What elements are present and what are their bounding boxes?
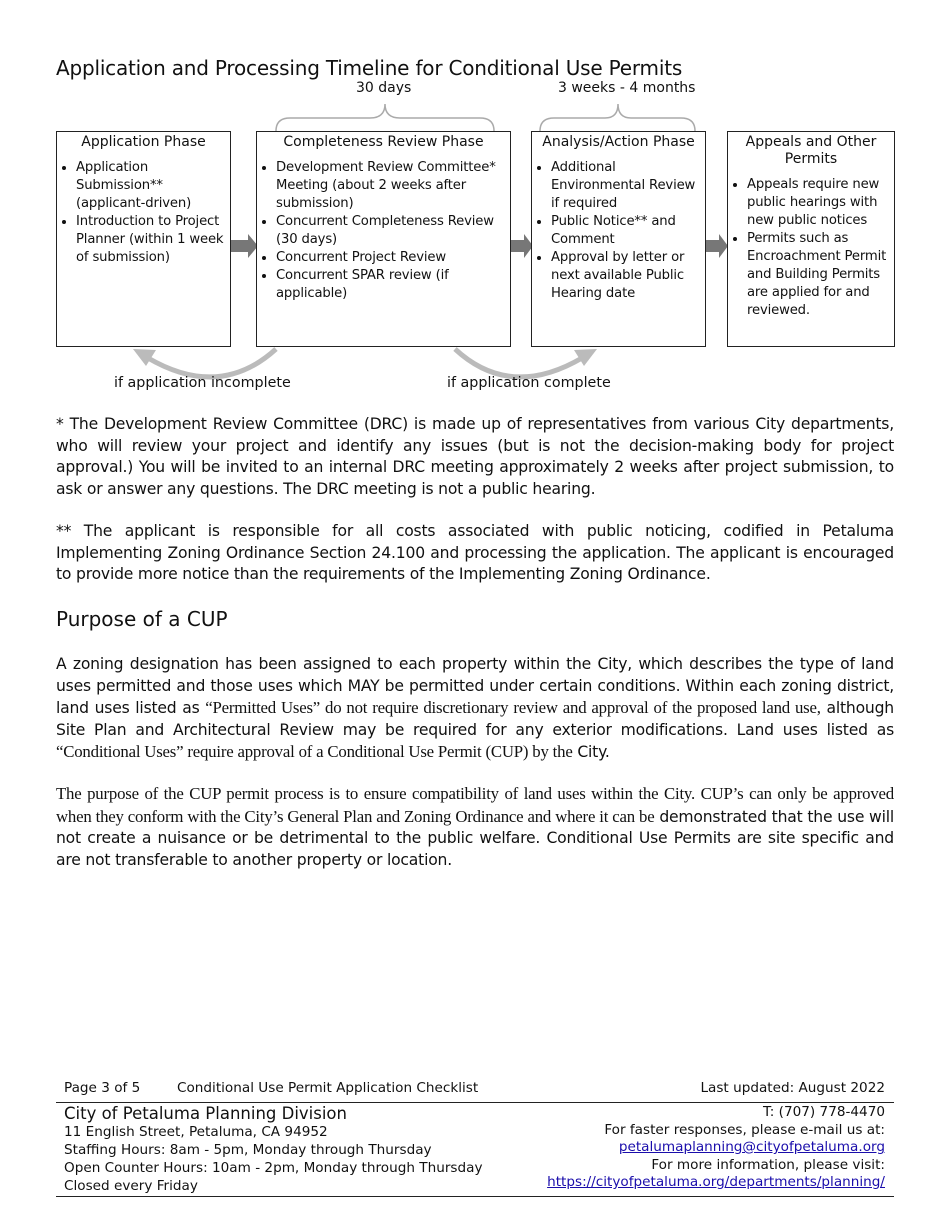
phase-item: • Introduction to Project Planner (within 1 week of submission): [76, 213, 230, 267]
phase-item: • Approval by letter or next available Public Hearing date: [551, 249, 705, 303]
phase-item-list: [532, 159, 705, 303]
phase-item: • Application Submission** (applicant-driven): [76, 159, 230, 213]
footer-staffing-hours: Staffing Hours: 8am - 5pm, Monday through Thursday: [64, 1142, 432, 1158]
section-heading-purpose: Purpose of a CUP: [56, 607, 228, 631]
phase-title: Appeals and Other Permits: [745, 134, 877, 167]
loop-arrow-incomplete: [148, 349, 276, 377]
phase-item: • Appeals require new public hearings with new public notices: [747, 176, 894, 230]
phase-item: • Permits such as Encroachment Permit and Building Permits are applied for and reviewed.: [747, 230, 894, 320]
footer-doc-title: Conditional Use Permit Application Checklist: [177, 1080, 479, 1096]
phase-item: • Development Review Committee* Meeting (about 2 weeks after submission): [276, 159, 510, 213]
footer-divider-bottom: [56, 1196, 894, 1197]
footer-faster-responses: For faster responses, please e-mail us at:: [604, 1122, 885, 1138]
loop-label-complete: if application complete: [447, 375, 611, 391]
footnote-cost-text: ** The applicant is responsible for all costs associated with public noticing, codified in Petaluma Implementing Zoning Ordinance Section 24.100 and processing the application. The applicant is encouraged to provide more notice than the requirements of the Implementing Zoning Ordinance.: [56, 522, 894, 583]
footer-more-info: For more information, please visit:: [651, 1157, 885, 1173]
phase-title: Analysis/Action Phase: [542, 134, 695, 150]
arrow-right-1: [229, 234, 258, 258]
brace-30-days: [276, 104, 494, 131]
arrow-right-2: [509, 234, 533, 258]
phase-box-appeals: [727, 131, 895, 347]
footer-address: 11 English Street, Petaluma, CA 94952: [64, 1124, 328, 1140]
phase-item: • Additional Environmental Review if required: [551, 159, 705, 213]
footer-counter-hours: Open Counter Hours: 10am - 2pm, Monday through Thursday: [64, 1160, 483, 1176]
footer-org-name: City of Petaluma Planning Division: [64, 1104, 347, 1123]
phase-item: • Concurrent SPAR review (if applicable): [276, 267, 510, 303]
purpose-paragraph-2: [56, 783, 894, 871]
purpose-paragraph-1: [56, 654, 894, 764]
phase-title: Application Phase: [81, 134, 206, 150]
footer-closed: Closed every Friday: [64, 1178, 198, 1194]
purpose-p1-quote: “Permitted Uses” do not require discretionary review and approval of the proposed land use,: [205, 698, 821, 717]
purpose-p1-part: A zoning designation has been assigned to each property within the City, which describes the type of land uses permitted and those uses which MAY be permitted under certain conditions. Within each zoning district, land uses listed as: [56, 655, 894, 717]
footnote-drc-text: * The Development Review Committee (DRC) is made up of representatives from various City departments, who will review your project and identify any issues (but is not the decision-making body for project approval.) You will be invited to an internal DRC meeting approximately 2 weeks after project submission, to ask or answer any questions. The DRC meeting is not a public hearing.: [56, 415, 894, 498]
purpose-p1-part: City.: [572, 743, 610, 761]
loop-arrow-complete: [455, 349, 582, 377]
phase-title: Completeness Review Phase: [283, 134, 484, 150]
footer-website-link[interactable]: https://cityofpetaluma.org/departments/planning/: [547, 1174, 885, 1190]
phase-item: • Concurrent Project Review: [276, 249, 510, 267]
phase-box-analysis: [531, 131, 706, 347]
footer-last-updated: Last updated: August 2022: [700, 1080, 885, 1096]
phase-item: • Public Notice** and Comment: [551, 213, 705, 249]
purpose-p1-part: although Site Plan and Architectural Review may be required for any exterior modifications. Land uses listed as: [56, 699, 894, 739]
purpose-p2-serif: The purpose of the CUP permit process is to ensure compatibility of land uses within the City. CUP’s can only be approved when they conform with the City’s General Plan and Zoning Ordinance and where it can be: [56, 784, 894, 826]
arrow-right-3: [704, 234, 728, 258]
phase-box-completeness: [256, 131, 511, 347]
footnote-drc: [56, 414, 894, 500]
phase-item-list: [257, 159, 510, 303]
purpose-p2-part: demonstrated that the use will not create a nuisance or be detrimental to the public welfare. Conditional Use Permits are site specific and are not transferable to another property or location.: [56, 807, 894, 869]
footnote-cost: [56, 521, 894, 586]
page-heading: Application and Processing Timeline for Conditional Use Permits: [56, 56, 683, 80]
phase-item-list: [728, 176, 894, 320]
phase-item-list: [57, 159, 230, 267]
span-label-weeks-months: 3 weeks - 4 months: [558, 80, 696, 96]
phase-item: • Concurrent Completeness Review (30 days): [276, 213, 510, 249]
footer-phone: T: (707) 778-4470: [762, 1104, 885, 1120]
phase-box-application: [56, 131, 231, 347]
footer-divider-top: [56, 1102, 894, 1103]
loop-label-incomplete: if application incomplete: [114, 375, 291, 391]
footer-email-link[interactable]: petalumaplanning@cityofpetaluma.org: [618, 1139, 885, 1155]
brace-weeks-months: [540, 104, 695, 131]
span-label-30-days: 30 days: [356, 80, 412, 96]
purpose-p1-quote: “Conditional Uses” require approval of a Conditional Use Permit (CUP) by the: [56, 742, 573, 761]
footer-page-number: Page 3 of 5: [64, 1080, 141, 1096]
